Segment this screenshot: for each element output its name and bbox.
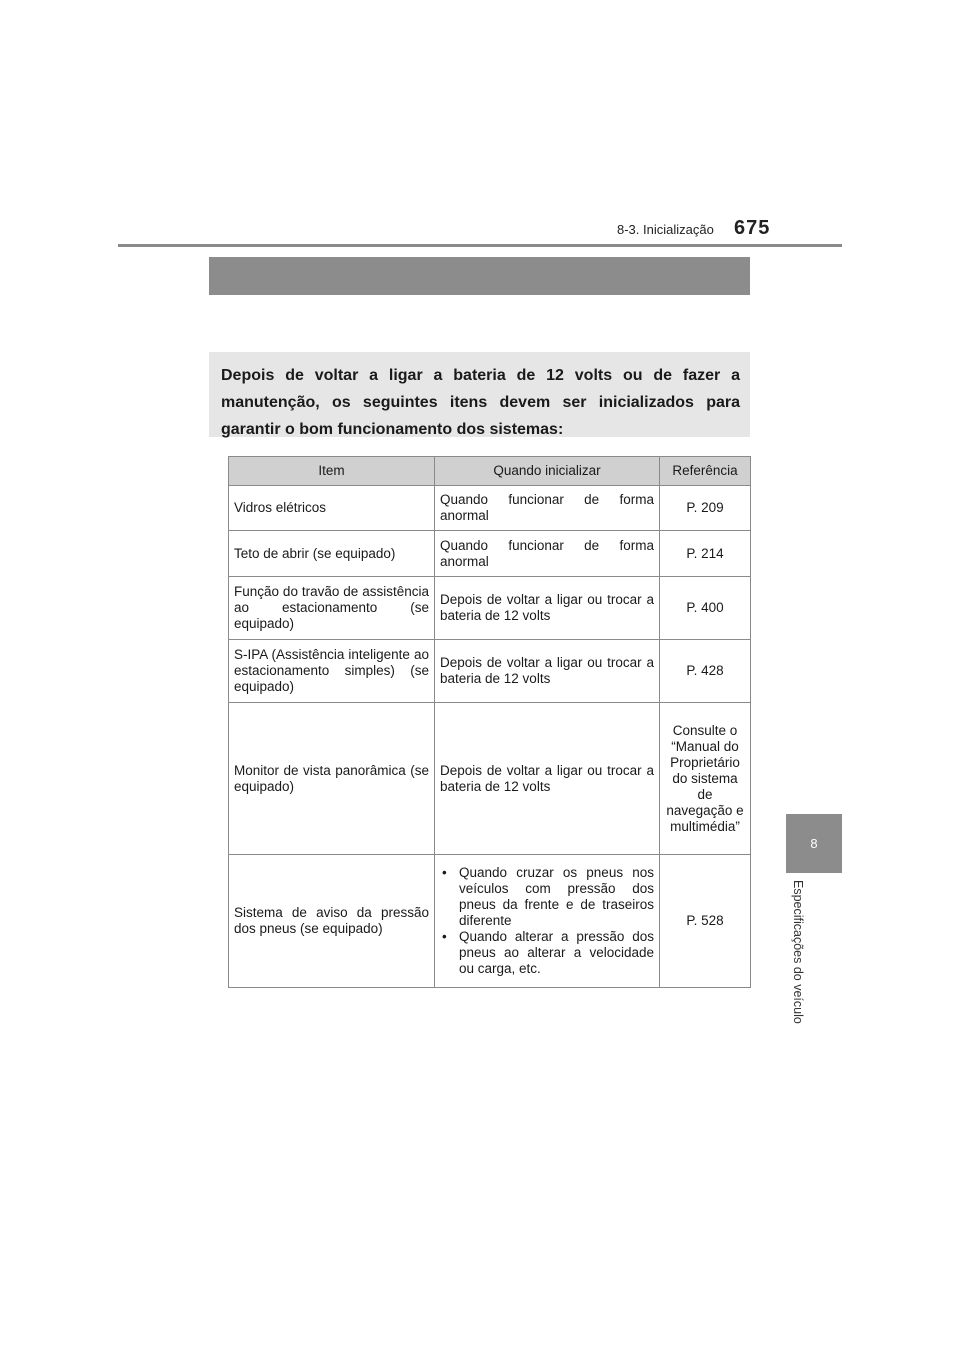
table-row [229,486,751,531]
cell-reference: P. 400 [660,577,751,640]
cell-when: Depois de voltar a ligar ou trocar a bateria de 12 volts [435,577,660,640]
cell-item: Monitor de vista panorâmica (se equipado) [229,703,435,855]
cell-when: Depois de voltar a ligar ou trocar a bateria de 12 volts [435,703,660,855]
cell-when: Quando funcionar de forma anormal [435,486,660,531]
cell-when: Depois de voltar a ligar ou trocar a bateria de 12 volts [435,640,660,703]
bullet-dot: • [442,865,447,880]
intro-box [209,352,750,437]
initialization-table [228,456,751,988]
bullet-dot: • [442,929,447,944]
header-item: Item [229,457,435,486]
table-row [229,577,751,640]
cell-reference: P. 214 [660,531,751,577]
cell-when [435,855,660,988]
chapter-tab [786,814,842,873]
header-when: Quando inicializar [435,457,660,486]
table-row [229,531,751,577]
cell-reference: P. 209 [660,486,751,531]
page-number: 675 [734,217,771,239]
bullet-text: Quando alterar a pressão dos pneus ao alterar a velocidade ou carga, etc. [459,929,654,976]
table-header-row [229,457,751,486]
bullet-item [440,865,654,929]
header-reference: Referência [660,457,751,486]
header-rule [118,244,842,247]
table-row [229,703,751,855]
cell-item: Teto de abrir (se equipado) [229,531,435,577]
cell-when: Quando funcionar de forma anormal [435,531,660,577]
table-row [229,855,751,988]
header-section-title: 8-3. Inicialização [617,222,714,237]
cell-reference: P. 528 [660,855,751,988]
cell-item: Função do travão de assistência ao estacionamento (se equipado) [229,577,435,640]
cell-item: Sistema de aviso da pressão dos pneus (se equipado) [229,855,435,988]
chapter-number: 8 [810,836,818,851]
table-row [229,640,751,703]
bullet-text: Quando cruzar os pneus nos veículos com pressão dos pneus da frente e de traseiros diferente [459,865,654,928]
bullet-item [440,929,654,977]
chapter-title-vertical: Especificações do veículo [791,880,805,1024]
cell-item: S-IPA (Assistência inteligente ao estacionamento simples) (se equipado) [229,640,435,703]
cell-item: Vidros elétricos [229,486,435,531]
section-title-bar [209,257,750,295]
cell-reference: Consulte o “Manual do Proprietário do sistema de navegação e multimédia” [660,703,751,855]
cell-reference: P. 428 [660,640,751,703]
intro-text: Depois de voltar a ligar a bateria de 12 volts ou de fazer a manutenção, os seguintes itens devem ser inicializados para garantir o bom funcionamento dos sistemas: [221,367,740,438]
